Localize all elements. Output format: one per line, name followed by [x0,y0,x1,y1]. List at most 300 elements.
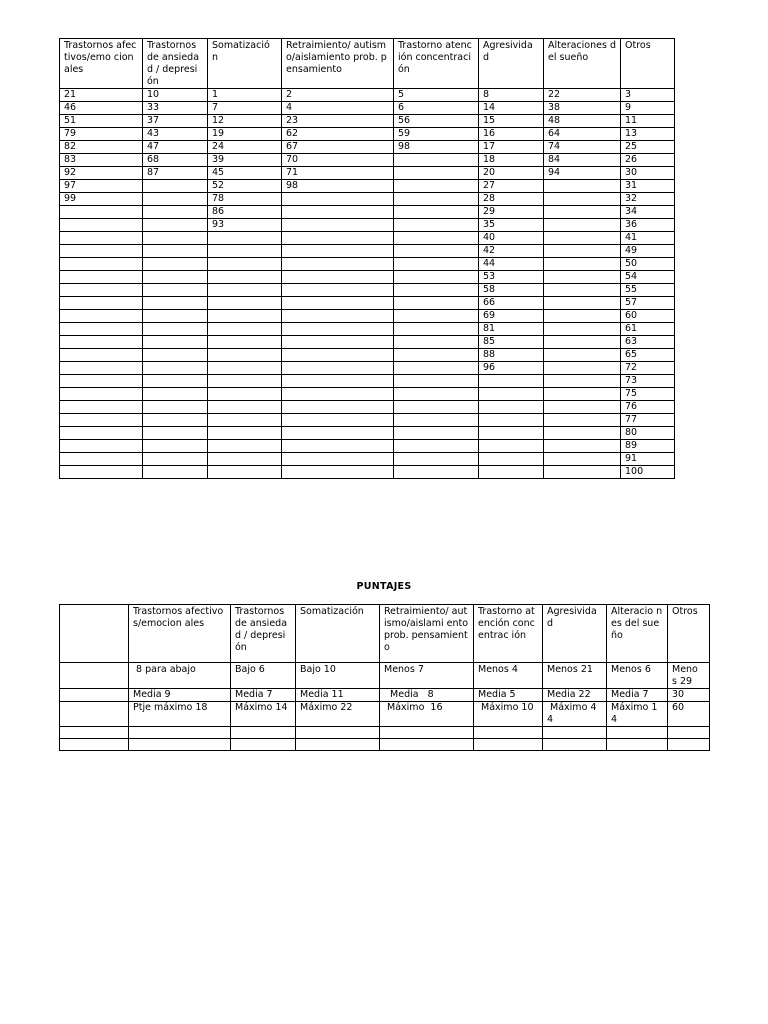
table-cell [60,739,129,751]
table-cell: 19 [208,128,282,141]
table-cell [544,466,621,479]
table-cell: 21 [60,89,143,102]
table-cell [479,440,544,453]
table-cell [282,297,394,310]
table-cell [296,727,380,739]
table-cell: 64 [544,128,621,141]
table-cell [60,284,143,297]
table-row [60,193,675,206]
table-cell: 91 [621,453,675,466]
table-cell [544,206,621,219]
table-cell [208,297,282,310]
table-cell [474,727,543,739]
table-cell [544,245,621,258]
table-cell [394,193,479,206]
table-cell [394,284,479,297]
puntajes-table [59,604,710,751]
table-cell [282,440,394,453]
table-cell [394,323,479,336]
table-cell [544,401,621,414]
score-items-table [59,38,675,479]
column-header: Somatización [296,605,380,663]
table-cell: 45 [208,167,282,180]
table-cell [394,167,479,180]
table-cell: 14 [479,102,544,115]
table-cell [282,401,394,414]
table-cell [143,336,208,349]
table-cell [282,375,394,388]
table-cell: 100 [621,466,675,479]
table-row [60,388,675,401]
table-cell: 93 [208,219,282,232]
table-cell [282,466,394,479]
table-cell [60,702,129,727]
table-row [60,689,710,702]
table-row [60,663,710,689]
table-cell [544,453,621,466]
table-cell [208,336,282,349]
table-cell [143,427,208,440]
table-cell: 8 [479,89,544,102]
table-cell [60,206,143,219]
table-cell [60,453,143,466]
table-cell: 39 [208,154,282,167]
table-cell [60,427,143,440]
table-cell: 2 [282,89,394,102]
table-cell: 57 [621,297,675,310]
table-cell [60,375,143,388]
table-row [60,284,675,297]
table-cell: 38 [544,102,621,115]
table-cell [544,297,621,310]
table-cell: 81 [479,323,544,336]
table-cell: 86 [208,206,282,219]
table-cell [60,336,143,349]
table-cell [394,180,479,193]
table-cell: 54 [621,271,675,284]
table-row [60,245,675,258]
table-cell: Menos 4 [474,663,543,689]
table-cell [143,258,208,271]
table-cell [544,258,621,271]
table-cell [394,453,479,466]
table-cell: Media 11 [296,689,380,702]
table-cell [60,297,143,310]
table-cell [208,362,282,375]
table-cell: 49 [621,245,675,258]
table-cell [208,323,282,336]
table-cell [394,258,479,271]
table-row [60,349,675,362]
table-cell: 97 [60,180,143,193]
table-cell: 67 [282,141,394,154]
table-cell: 27 [479,180,544,193]
table-cell: 51 [60,115,143,128]
table-cell [544,388,621,401]
table-cell [208,271,282,284]
table-cell [544,349,621,362]
table-cell [60,401,143,414]
table-cell [60,689,129,702]
table-cell [544,375,621,388]
table-row [60,375,675,388]
table-cell: 13 [621,128,675,141]
table-cell [282,193,394,206]
table-cell [544,219,621,232]
table-cell [544,310,621,323]
table-cell: 98 [394,141,479,154]
table-row [60,154,675,167]
table-cell [394,466,479,479]
table-cell [668,739,710,751]
table-cell [479,375,544,388]
table-cell: 96 [479,362,544,375]
table-row [60,128,675,141]
table-cell [60,727,129,739]
table-row [60,167,675,180]
table-cell: Menos 21 [543,663,607,689]
table-cell [60,362,143,375]
table-cell [282,232,394,245]
table-cell [474,739,543,751]
table-cell: Menos 7 [380,663,474,689]
table-cell: Media 7 [231,689,296,702]
table-cell: 7 [208,102,282,115]
table-cell: 56 [394,115,479,128]
column-header: Alteracio nes del sueño [607,605,668,663]
table-cell [282,336,394,349]
table-cell: 22 [544,89,621,102]
table-cell [143,362,208,375]
table-cell: Máximo 44 [543,702,607,727]
table-cell: 35 [479,219,544,232]
table-cell [282,245,394,258]
table-cell: 40 [479,232,544,245]
table-cell [60,323,143,336]
table-cell: 41 [621,232,675,245]
table-cell [544,414,621,427]
table-cell: 44 [479,258,544,271]
table-cell [544,440,621,453]
table-row [60,102,675,115]
table-cell: Menos 6 [607,663,668,689]
column-header: Otros [621,39,675,89]
table-cell [282,284,394,297]
table-row [60,336,675,349]
table-cell: Media 9 [129,689,231,702]
table-cell [143,414,208,427]
table-cell [479,414,544,427]
table-cell: Máximo 16 [380,702,474,727]
table-cell [544,284,621,297]
table-row [60,89,675,102]
table-cell: 92 [60,167,143,180]
table-row [60,362,675,375]
table-cell [282,349,394,362]
table-cell: 30 [668,689,710,702]
table-cell [282,453,394,466]
table-cell [394,440,479,453]
table-cell: 9 [621,102,675,115]
table-cell [208,258,282,271]
column-header: Trastornos afectivos/emocion ales [129,605,231,663]
table-cell: Bajo 6 [231,663,296,689]
table-cell: 84 [544,154,621,167]
table-cell [394,388,479,401]
table-cell [380,739,474,751]
table-cell [143,388,208,401]
table-row [60,440,675,453]
table-cell [544,193,621,206]
table-cell [129,739,231,751]
table-cell: Máximo 22 [296,702,380,727]
table-cell [544,323,621,336]
table-cell: 87 [143,167,208,180]
table-row [60,427,675,440]
table-cell: 99 [60,193,143,206]
table-cell [231,727,296,739]
table-cell: 5 [394,89,479,102]
table-cell: 31 [621,180,675,193]
table-cell: 94 [544,167,621,180]
table-cell [479,401,544,414]
table-cell: 60 [668,702,710,727]
table-cell [143,219,208,232]
table-cell: 25 [621,141,675,154]
table-cell [282,414,394,427]
table-cell [143,232,208,245]
table-cell: 66 [479,297,544,310]
table-cell: 62 [282,128,394,141]
table-cell [394,310,479,323]
table-cell [282,310,394,323]
table-cell [208,232,282,245]
column-header: Trastornos de ansiedad / depresión [143,39,208,89]
table-cell: Máximo 10 [474,702,543,727]
table-cell [394,401,479,414]
table-cell: 26 [621,154,675,167]
table-cell [143,349,208,362]
table-cell [143,180,208,193]
table-cell [282,323,394,336]
table-cell [543,739,607,751]
table-cell: 80 [621,427,675,440]
table-cell [394,297,479,310]
table-cell: Media 7 [607,689,668,702]
table-cell: 55 [621,284,675,297]
table-row [60,206,675,219]
table-cell [208,310,282,323]
table-cell: 65 [621,349,675,362]
table-cell: 6 [394,102,479,115]
table-cell [544,271,621,284]
table-cell [143,284,208,297]
table-cell: 23 [282,115,394,128]
table-cell: 8 para abajo [129,663,231,689]
table-cell: 83 [60,154,143,167]
table-cell [208,349,282,362]
table-cell [143,310,208,323]
table-cell [143,440,208,453]
table-cell [394,427,479,440]
column-header: Trastornos afectivos/emo cionales [60,39,143,89]
table-cell: 37 [143,115,208,128]
table-cell: 85 [479,336,544,349]
table-cell: 11 [621,115,675,128]
table-cell: Media 5 [474,689,543,702]
table-cell: 28 [479,193,544,206]
table-cell [208,375,282,388]
table-cell: 88 [479,349,544,362]
table-cell: 32 [621,193,675,206]
table-cell: 43 [143,128,208,141]
table-cell: 70 [282,154,394,167]
table-cell: 34 [621,206,675,219]
table-row [60,219,675,232]
table-cell [668,727,710,739]
table-cell [60,349,143,362]
table-cell: 63 [621,336,675,349]
table-cell [60,258,143,271]
table-cell [394,271,479,284]
table-cell [394,245,479,258]
table-cell [208,388,282,401]
table-row [60,414,675,427]
table-cell [394,414,479,427]
table-cell: 1 [208,89,282,102]
table-cell: 24 [208,141,282,154]
table-cell [394,232,479,245]
table-cell [60,388,143,401]
table-row [60,453,675,466]
table-cell [143,375,208,388]
table-cell: Máximo 14 [607,702,668,727]
table-cell [380,727,474,739]
table-cell: 60 [621,310,675,323]
table-row [60,115,675,128]
table-cell [282,219,394,232]
table-cell: 59 [394,128,479,141]
table-cell [607,727,668,739]
table-cell [394,206,479,219]
table-cell [282,271,394,284]
table-cell [208,401,282,414]
table-cell: 71 [282,167,394,180]
table-header-row [60,605,710,663]
table-cell [143,323,208,336]
table-cell: Bajo 10 [296,663,380,689]
table-cell: 17 [479,141,544,154]
table-cell: 58 [479,284,544,297]
table-cell [282,258,394,271]
table-cell: 15 [479,115,544,128]
table-cell [394,349,479,362]
table-row [60,466,675,479]
table-cell: 52 [208,180,282,193]
table-cell [208,440,282,453]
column-header: Alteraciones del sueño [544,39,621,89]
table-row [60,258,675,271]
table-cell [129,727,231,739]
table-cell: 89 [621,440,675,453]
table-cell: 53 [479,271,544,284]
table-cell: 68 [143,154,208,167]
table-cell [60,271,143,284]
table-cell: 48 [544,115,621,128]
table-cell [208,414,282,427]
table-cell: 47 [143,141,208,154]
table-cell [143,466,208,479]
table-cell [544,336,621,349]
table-cell [143,401,208,414]
table-row [60,401,675,414]
table-cell: Media 8 [380,689,474,702]
table-cell: 18 [479,154,544,167]
table-cell [208,453,282,466]
table-cell [60,232,143,245]
table-cell: 79 [60,128,143,141]
table-cell: Meno s 29 [668,663,710,689]
table-cell: 46 [60,102,143,115]
table-cell [208,466,282,479]
table-cell: 78 [208,193,282,206]
table-cell: 3 [621,89,675,102]
table-cell [143,271,208,284]
table-cell: 74 [544,141,621,154]
table-row [60,271,675,284]
table-cell: 33 [143,102,208,115]
table-cell [143,297,208,310]
table-cell [394,154,479,167]
table-row [60,180,675,193]
table-cell: Máximo 14 [231,702,296,727]
table-cell [479,453,544,466]
table-row [60,727,710,739]
column-header: Otros [668,605,710,663]
table-cell [60,466,143,479]
table-cell [60,310,143,323]
table-cell [544,427,621,440]
table-cell [60,219,143,232]
table-cell [394,336,479,349]
table-cell [208,284,282,297]
table-cell: 16 [479,128,544,141]
table-cell [208,245,282,258]
table-cell [479,388,544,401]
table-cell: 29 [479,206,544,219]
column-header: Agresivida d [543,605,607,663]
table-cell [544,232,621,245]
table-cell [231,739,296,751]
table-row [60,232,675,245]
table-cell [60,663,129,689]
table-cell [543,727,607,739]
table-cell: 82 [60,141,143,154]
table-cell: 30 [621,167,675,180]
table-cell: 72 [621,362,675,375]
table-cell: 77 [621,414,675,427]
table-row [60,141,675,154]
table-row [60,739,710,751]
column-header: Trastorno atención concentrac ión [474,605,543,663]
table-cell [60,414,143,427]
column-header: Retraimiento/ autismo/aislamiento prob. pensamiento [282,39,394,89]
table-cell [143,245,208,258]
column-header: Trastorno atención concentración [394,39,479,89]
table-header-row [60,39,675,89]
table-cell: 50 [621,258,675,271]
table-cell [282,206,394,219]
